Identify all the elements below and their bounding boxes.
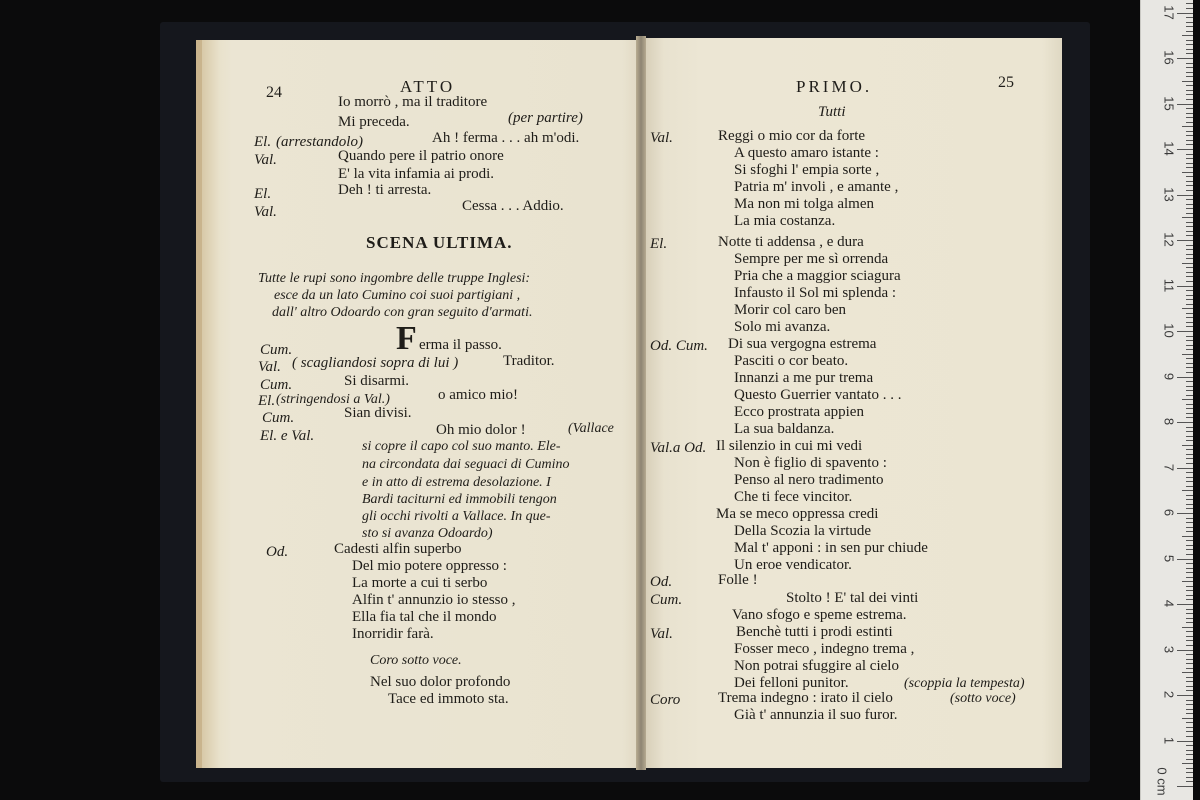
ruler-tick: [1186, 390, 1193, 391]
ruler-tick: [1186, 495, 1193, 496]
page-header-right: PRIMO.: [796, 77, 873, 96]
ruler-tick: [1177, 422, 1193, 423]
ruler-tick: [1186, 731, 1193, 732]
ruler-tick: [1177, 468, 1193, 469]
ruler-tick: [1182, 217, 1193, 218]
ruler-tick: [1186, 176, 1193, 177]
ruler-unit-label: 0 cm: [1154, 767, 1170, 796]
verse-line: Che ti fece vincitor.: [734, 489, 853, 505]
verse-line: Tace ed immoto sta.: [388, 691, 509, 707]
ruler-tick: [1186, 190, 1193, 191]
ruler-tick: [1186, 413, 1193, 414]
verse-line: Deh ! ti arresta.: [338, 182, 432, 198]
ruler-number: 6: [1161, 508, 1177, 517]
ruler-tick: [1186, 645, 1193, 646]
stage-direction: ( scagliandosi sopra di lui ): [292, 355, 459, 371]
ruler-tick: [1186, 727, 1193, 728]
ruler-tick: [1186, 22, 1193, 23]
ruler-tick: [1186, 531, 1193, 532]
ruler-tick: [1186, 249, 1193, 250]
ruler-number: 7: [1161, 463, 1177, 471]
stage-direction: (Vallace: [568, 421, 614, 436]
verse-line: Vano sfogo e speme estrema.: [732, 607, 907, 623]
ruler-tick: [1186, 208, 1193, 209]
ruler-tick: [1186, 527, 1193, 528]
speaker-label: El. e Val.: [260, 428, 315, 444]
ruler-tick: [1182, 581, 1193, 582]
ruler-tick: [1186, 613, 1193, 614]
ruler-tick: [1186, 72, 1193, 73]
ruler-tick: [1186, 345, 1193, 346]
ruler-tick: [1186, 713, 1193, 714]
verse-line: Mi preceda.: [338, 114, 410, 130]
verse-line: Stolto ! E' tal dei vinti: [786, 590, 919, 606]
ruler-tick: [1186, 586, 1193, 587]
verse-line: Della Scozia la virtude: [734, 523, 872, 539]
ruler-tick: [1177, 786, 1193, 787]
ruler-tick: [1186, 267, 1193, 268]
ruler-tick: [1186, 26, 1193, 27]
verse-line: Di sua vergogna estrema: [728, 336, 877, 352]
scene-direction-line: dall' altro Odoardo con gran seguito d'armati.: [272, 305, 533, 320]
ruler-tick: [1186, 199, 1193, 200]
ruler-number: 17: [1161, 4, 1177, 20]
ruler-tick: [1186, 204, 1193, 205]
ruler-tick: [1186, 135, 1193, 136]
ruler-tick: [1186, 522, 1193, 523]
ruler-tick: [1182, 354, 1193, 355]
speaker-label: El.: [254, 186, 272, 202]
speaker-label: Od.: [266, 544, 289, 560]
verse-line: o amico mio!: [438, 387, 518, 403]
page-number-right: 25: [998, 74, 1014, 91]
ruler-tick: [1186, 499, 1193, 500]
ruler-tick: [1186, 226, 1193, 227]
ruler-tick: [1186, 258, 1193, 259]
verse-line: Questo Guerrier vantato . . .: [734, 387, 902, 403]
verse-line: Non è figlio di spavento :: [734, 455, 887, 471]
ruler-tick: [1186, 363, 1193, 364]
speaker-label: Val.: [258, 359, 281, 375]
verse-line: Un eroe vendicator.: [734, 557, 852, 573]
ruler-tick: [1186, 326, 1193, 327]
ruler-tick: [1177, 58, 1193, 59]
verse-line: Traditor.: [503, 353, 555, 369]
ruler-tick: [1186, 554, 1193, 555]
speaker-label: Cum.: [262, 410, 295, 426]
ruler-number: 1: [1161, 736, 1177, 744]
stage-block-line: Bardi taciturni ed immobili tengon: [362, 492, 557, 507]
ruler-tick: [1186, 577, 1193, 578]
ruler-tick: [1177, 513, 1193, 514]
ruler-tick: [1186, 381, 1193, 382]
ruler-tick: [1186, 386, 1193, 387]
verse-line: Oh mio dolor !: [436, 422, 526, 438]
ruler-tick: [1186, 322, 1193, 323]
stage-block-line: na circondata dai seguaci di Cumino: [362, 457, 570, 472]
verse-line: Reggi o mio cor da forte: [718, 128, 866, 144]
speaker-label: Val.a Od.: [650, 440, 707, 456]
ruler-tick: [1186, 777, 1193, 778]
ruler-tick: [1186, 722, 1193, 723]
ruler-tick: [1186, 595, 1193, 596]
speaker-label: Cum.: [650, 592, 683, 608]
verse-line: La mia costanza.: [734, 213, 836, 229]
verse-line: Già t' annunzia il suo furor.: [734, 707, 898, 723]
stage-block-line: sto si avanza Odoardo): [362, 526, 493, 541]
ruler-number: 15: [1161, 95, 1177, 111]
ruler-tick: [1186, 572, 1193, 573]
ruler-tick: [1186, 590, 1193, 591]
ruler-tick: [1186, 754, 1193, 755]
ruler-number: 5: [1161, 554, 1177, 562]
ruler-number: 11: [1161, 278, 1177, 292]
verse-line: erma il passo.: [419, 337, 502, 353]
speaker-label: El.: [254, 134, 272, 150]
ruler-tick: [1186, 504, 1193, 505]
verse-line: Quando pere il patrio onore: [338, 148, 504, 164]
ruler-tick: [1186, 272, 1193, 273]
ruler-tick: [1177, 331, 1193, 332]
ruler-tick: [1186, 44, 1193, 45]
ruler-tick: [1186, 417, 1193, 418]
ruler-tick: [1186, 231, 1193, 232]
ruler-tick: [1186, 117, 1193, 118]
ruler-tick: [1186, 408, 1193, 409]
ruler-tick: [1186, 49, 1193, 50]
ruler-tick: [1186, 431, 1193, 432]
ruler-tick: [1182, 308, 1193, 309]
verse-line: Non potrai sfuggire al cielo: [734, 658, 899, 674]
ruler-tick: [1186, 290, 1193, 291]
ruler-tick: [1186, 63, 1193, 64]
speaker-label: Val.: [254, 204, 277, 220]
ruler-tick: [1186, 477, 1193, 478]
ruler-tick: [1186, 349, 1193, 350]
ruler-tick: [1186, 304, 1193, 305]
verse-line: Pasciti o cor beato.: [734, 353, 849, 369]
verse-line: A questo amaro istante :: [734, 145, 879, 161]
chorus-direction: Coro sotto voce.: [370, 653, 462, 668]
ruler-tick: [1186, 599, 1193, 600]
ruler-tick: [1186, 276, 1193, 277]
ruler-tick: [1186, 372, 1193, 373]
verse-line: Ma non mi tolga almen: [734, 196, 874, 212]
ruler-tick: [1182, 763, 1193, 764]
verse-line: Infausto il Sol mi splenda :: [734, 285, 897, 301]
ruler-tick: [1177, 13, 1193, 14]
ruler-tick: [1182, 263, 1193, 264]
ruler-tick: [1186, 317, 1193, 318]
speaker-label: Coro: [650, 692, 681, 708]
verse-line: Alfin t' annunzio io stesso ,: [352, 592, 516, 608]
ruler-tick: [1182, 718, 1193, 719]
speaker-label: Od.: [650, 574, 673, 590]
ruler-tick: [1186, 358, 1193, 359]
speaker-label: Cum.: [260, 342, 293, 358]
ruler-tick: [1186, 181, 1193, 182]
ruler-tick: [1186, 745, 1193, 746]
ruler-tick: [1182, 35, 1193, 36]
ruler-tick: [1186, 640, 1193, 641]
ruler-number: 13: [1161, 186, 1177, 202]
verse-line: Fosser meco , indegno trema ,: [734, 641, 915, 657]
ruler-tick: [1177, 741, 1193, 742]
ruler-tick: [1186, 40, 1193, 41]
verse-line: Morir col caro ben: [734, 302, 847, 318]
ruler-tick: [1186, 709, 1193, 710]
ruler-tick: [1186, 336, 1193, 337]
verse-line: Inorridir farà.: [352, 626, 434, 642]
ruler-tick: [1182, 126, 1193, 127]
ruler-tick: [1186, 31, 1193, 32]
speaker-label: Cum.: [260, 377, 293, 393]
ruler-tick: [1186, 94, 1193, 95]
verse-line: Il silenzio in cui mi vedi: [716, 438, 863, 454]
ruler-tick: [1186, 154, 1193, 155]
ruler-tick: [1177, 195, 1193, 196]
verse-line: Nel suo dolor profondo: [370, 674, 511, 690]
ruler-tick: [1186, 213, 1193, 214]
book-spine: [636, 36, 646, 770]
ruler-tick: [1186, 158, 1193, 159]
ruler-number: 12: [1161, 232, 1177, 247]
ruler-tick: [1186, 545, 1193, 546]
stage-direction: (stringendosi a Val.): [276, 392, 390, 407]
ruler-tick: [1186, 281, 1193, 282]
ruler-tick: [1186, 686, 1193, 687]
speaker-label: Val.: [254, 152, 277, 168]
ruler-tick: [1186, 458, 1193, 459]
ruler-tick: [1186, 440, 1193, 441]
page-number-left: 24: [266, 84, 282, 101]
ruler-tick: [1186, 122, 1193, 123]
ruler-number: 8: [1161, 417, 1177, 426]
ruler-tick: [1186, 245, 1193, 246]
ruler-tick: [1186, 681, 1193, 682]
ruler-tick: [1177, 604, 1193, 605]
ruler-tick: [1186, 609, 1193, 610]
ruler-tick: [1186, 781, 1193, 782]
ruler-tick: [1186, 518, 1193, 519]
verse-line: Del mio potere oppresso :: [352, 558, 507, 574]
stage-block-line: gli occhi rivolti a Vallace. In que-: [362, 509, 551, 524]
speaker-label: Val.: [650, 626, 673, 642]
verse-line: Notte ti addensa , e dura: [718, 234, 864, 250]
verse-line: Ma se meco oppressa credi: [716, 506, 879, 522]
ruler-tick: [1186, 768, 1193, 769]
ruler-tick: [1177, 149, 1193, 150]
stage-direction: (scoppia la tempesta): [904, 676, 1025, 691]
ruler-tick: [1186, 99, 1193, 100]
ruler-tick: [1186, 486, 1193, 487]
ruler-tick: [1186, 772, 1193, 773]
ruler-tick: [1186, 636, 1193, 637]
verse-line: Pria che a maggior sciagura: [734, 268, 901, 284]
ruler-tick: [1177, 377, 1193, 378]
ruler-tick: [1186, 404, 1193, 405]
verse-line: Ella fia tal che il mondo: [352, 609, 497, 625]
speaker-label: El.: [650, 236, 668, 252]
verse-line: Sempre per me sì orrenda: [734, 251, 889, 267]
ruler-tick: [1186, 313, 1193, 314]
ruler-tick: [1186, 299, 1193, 300]
ruler-tick: [1186, 508, 1193, 509]
ruler-tick: [1186, 222, 1193, 223]
verse-line: Sian divisi.: [344, 405, 412, 421]
ruler-tick: [1186, 618, 1193, 619]
verse-line: Cadesti alfin superbo: [334, 541, 462, 557]
ruler-number: 9: [1161, 372, 1177, 380]
ruler-tick: [1186, 700, 1193, 701]
ruler-tick: [1186, 759, 1193, 760]
ruler-tick: [1186, 654, 1193, 655]
ruler-tick: [1186, 108, 1193, 109]
scene-title: SCENA ULTIMA.: [366, 233, 513, 252]
ruler-tick: [1186, 3, 1193, 4]
ruler-tick: [1177, 240, 1193, 241]
stage-block-line: e in atto di estrema desolazione. I: [362, 475, 551, 490]
ruler-tick: [1186, 367, 1193, 368]
stage-direction: (arrestandolo): [276, 134, 363, 150]
ruler-tick: [1182, 490, 1193, 491]
ruler-tick: [1186, 568, 1193, 569]
ruler-tick: [1186, 295, 1193, 296]
verse-line: Cessa . . . Addio.: [462, 198, 564, 214]
page-header-left: ATTO: [400, 77, 456, 96]
verse-line: Solo mi avanza.: [734, 319, 831, 335]
verse-line: Folle !: [718, 572, 758, 588]
scene-direction-line: esce da un lato Cumino coi suoi partigiani ,: [274, 288, 521, 303]
ruler-tick: [1186, 140, 1193, 141]
stage-direction: (sotto voce): [950, 691, 1016, 706]
ruler-tick: [1186, 340, 1193, 341]
ruler-tick: [1186, 427, 1193, 428]
ruler-tick: [1186, 8, 1193, 9]
verse-line: E' la vita infamia ai prodi.: [338, 166, 494, 182]
ruler-tick: [1186, 163, 1193, 164]
ruler-tick: [1182, 536, 1193, 537]
verse-line: Innanzi a me pur trema: [734, 370, 874, 386]
ruler-tick: [1186, 736, 1193, 737]
ruler-tick: [1186, 254, 1193, 255]
scene-direction-line: Tutte le rupi sono ingombre delle truppe Inglesi:: [258, 271, 531, 286]
stage-block-line: si copre il capo col suo manto. Ele-: [362, 439, 561, 454]
ruler-tick: [1186, 540, 1193, 541]
ruler-tick: [1182, 172, 1193, 173]
verse-line: Patria m' involi , e amante ,: [734, 179, 899, 195]
ruler-tick: [1186, 704, 1193, 705]
ruler-tick: [1186, 113, 1193, 114]
ruler-tick: [1186, 53, 1193, 54]
ruler-tick: [1177, 695, 1193, 696]
ruler-tick: [1186, 677, 1193, 678]
ruler-tick: [1186, 167, 1193, 168]
ruler-tick: [1182, 445, 1193, 446]
ruler-number: 10: [1161, 323, 1177, 338]
ruler-tick: [1186, 454, 1193, 455]
ruler-number: 3: [1161, 645, 1177, 653]
measurement-ruler: [1140, 0, 1193, 800]
ruler-tick: [1186, 85, 1193, 86]
ruler-tick: [1186, 481, 1193, 482]
ruler-tick: [1186, 472, 1193, 473]
verse-line: Ah ! ferma . . . ah m'odi.: [432, 130, 580, 146]
speaker-label: Val.: [650, 130, 673, 146]
ruler-tick: [1177, 286, 1193, 287]
ruler-tick: [1182, 672, 1193, 673]
stage-direction: (per partire): [508, 110, 583, 126]
verse-line: La morte a cui ti serbo: [352, 575, 488, 591]
verse-line: Ecco prostrata appien: [734, 404, 864, 420]
ruler-tick: [1186, 67, 1193, 68]
ruler-tick: [1186, 690, 1193, 691]
ruler-tick: [1186, 449, 1193, 450]
speaker-label: Od. Cum.: [650, 338, 708, 354]
ruler-tick: [1186, 144, 1193, 145]
ruler-tick: [1186, 549, 1193, 550]
ruler-tick: [1186, 631, 1193, 632]
ruler-tick: [1186, 750, 1193, 751]
subheader: Tutti: [818, 104, 846, 120]
ruler-tick: [1186, 563, 1193, 564]
ruler-tick: [1186, 90, 1193, 91]
ruler-tick: [1186, 436, 1193, 437]
ruler-tick: [1186, 17, 1193, 18]
ruler-tick: [1186, 663, 1193, 664]
verse-line: Dei felloni punitor.: [734, 675, 849, 691]
speaker-label: El.: [258, 393, 276, 409]
ruler-tick: [1182, 81, 1193, 82]
ruler-tick: [1182, 399, 1193, 400]
ruler-tick: [1186, 668, 1193, 669]
ruler-tick: [1186, 463, 1193, 464]
verse-line: Io morrò , ma il traditore: [338, 94, 488, 110]
ruler-number: 14: [1161, 141, 1177, 156]
ruler-tick: [1186, 131, 1193, 132]
ruler-tick: [1177, 104, 1193, 105]
ruler-number: 4: [1161, 599, 1177, 608]
ruler-tick: [1186, 622, 1193, 623]
verse-line: La sua baldanza.: [734, 421, 835, 437]
ruler-tick: [1186, 395, 1193, 396]
ruler-tick: [1177, 559, 1193, 560]
verse-line: Mal t' apponi : in sen pur chiude: [734, 540, 928, 556]
drop-capital: F: [396, 320, 417, 357]
ruler-tick: [1186, 185, 1193, 186]
ruler-tick: [1182, 627, 1193, 628]
verse-line: Penso al nero tradimento: [734, 472, 884, 488]
ruler-tick: [1186, 659, 1193, 660]
verse-line: Benchè tutti i prodi estinti: [736, 624, 893, 640]
ruler-number: 16: [1161, 50, 1177, 65]
ruler-tick: [1177, 650, 1193, 651]
ruler-number: 2: [1161, 690, 1177, 699]
ruler-tick: [1186, 235, 1193, 236]
ruler-tick: [1186, 76, 1193, 77]
verse-line: Si sfoghi l' empia sorte ,: [734, 162, 880, 178]
verse-line: Trema indegno : irato il cielo: [718, 690, 893, 706]
verse-line: Si disarmi.: [344, 373, 410, 389]
